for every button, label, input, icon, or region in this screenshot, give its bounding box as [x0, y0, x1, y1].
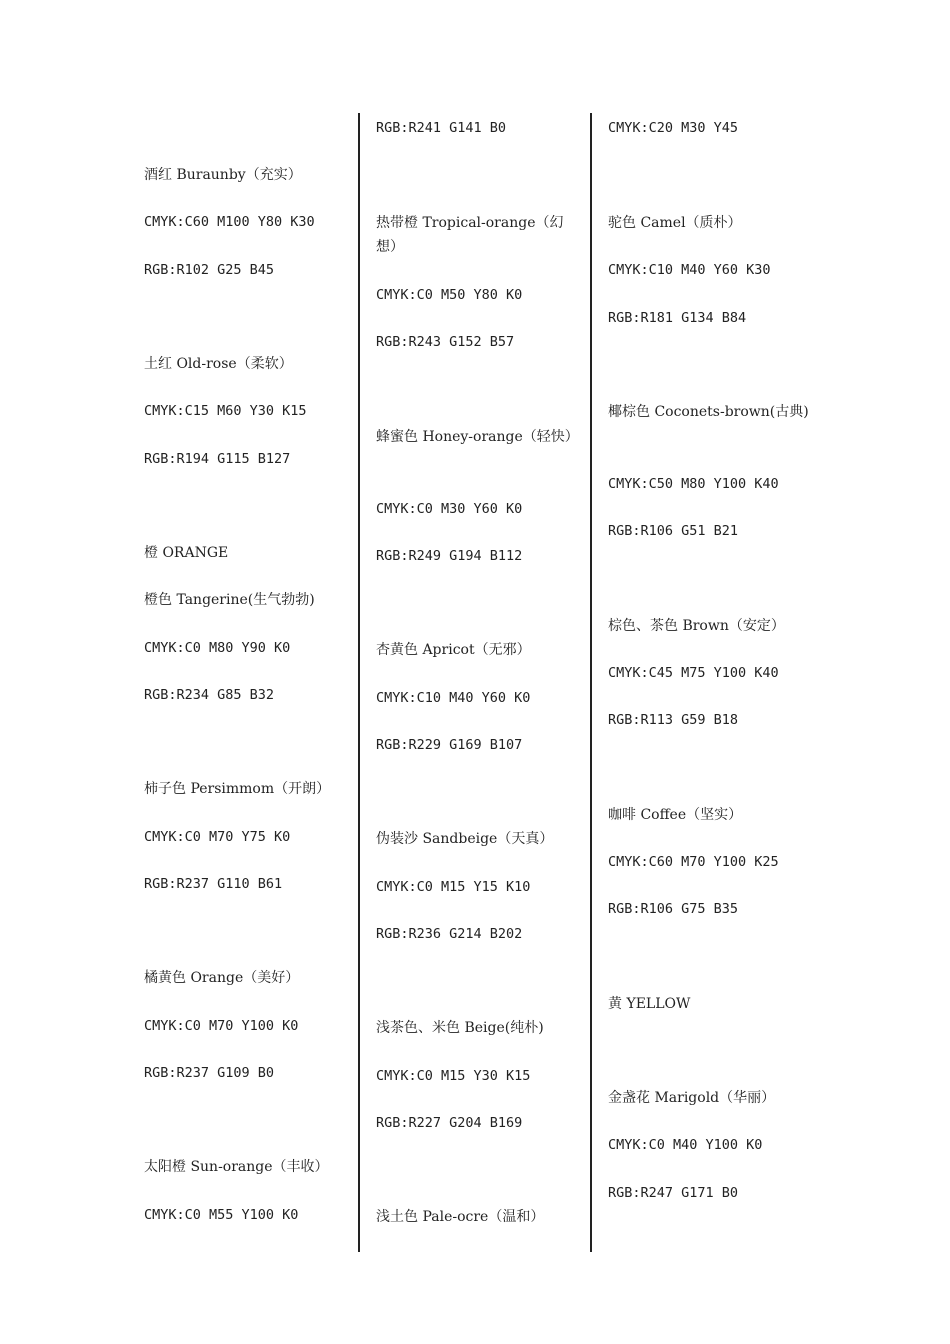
- color-name: 橘黄色 Orange（美好）: [144, 970, 300, 986]
- color-value: RGB:R249 G194 B112: [376, 548, 523, 564]
- color-value: CMYK:C0 M30 Y60 K0: [376, 501, 523, 517]
- color-value: CMYK:C0 M15 Y15 K10: [376, 879, 531, 895]
- color-value: CMYK:C0 M70 Y75 K0: [144, 829, 291, 845]
- color-value: CMYK:C10 M40 Y60 K0: [376, 690, 531, 706]
- color-value: CMYK:C0 M80 Y90 K0: [144, 640, 291, 656]
- color-value: CMYK:C10 M40 Y60 K30: [608, 262, 771, 278]
- color-value: CMYK:C0 M55 Y100 K0: [144, 1207, 299, 1223]
- color-value: RGB:R194 G115 B127: [144, 451, 291, 467]
- column-2: [376, 0, 581, 1344]
- color-value: RGB:R241 G141 B0: [376, 120, 507, 136]
- color-value: RGB:R243 G152 B57: [376, 334, 515, 350]
- color-value: RGB:R106 G75 B35: [608, 901, 739, 917]
- color-name: 金盏花 Marigold（华丽）: [608, 1090, 776, 1106]
- color-value: RGB:R237 G110 B61: [144, 876, 283, 892]
- color-name: 杏黄色 Apricot（无邪）: [376, 642, 531, 658]
- color-name: 蜂蜜色 Honey-orange（轻快）: [376, 429, 579, 445]
- color-value: CMYK:C0 M15 Y30 K15: [376, 1068, 531, 1084]
- color-name: 驼色 Camel（质朴）: [608, 215, 742, 231]
- color-value: RGB:R227 G204 B169: [376, 1115, 523, 1131]
- color-name: 柿子色 Persimmom（开朗）: [144, 781, 331, 797]
- color-name: 土红 Old-rose（柔软）: [144, 356, 293, 372]
- color-value: RGB:R229 G169 B107: [376, 737, 523, 753]
- column-divider-1: [358, 113, 360, 1252]
- color-name: 太阳橙 Sun-orange（丰收）: [144, 1159, 329, 1175]
- color-value: RGB:R237 G109 B0: [144, 1065, 275, 1081]
- color-value: CMYK:C45 M75 Y100 K40: [608, 665, 779, 681]
- color-name: 椰棕色 Coconets-brown(古典): [608, 404, 809, 420]
- color-name: 酒红 Buraunby（充实）: [144, 167, 302, 183]
- color-value: CMYK:C0 M50 Y80 K0: [376, 287, 523, 303]
- color-name: 黄 YELLOW: [608, 996, 691, 1012]
- color-value: RGB:R247 G171 B0: [608, 1185, 739, 1201]
- color-value: CMYK:C50 M80 Y100 K40: [608, 476, 779, 492]
- color-value: RGB:R106 G51 B21: [608, 523, 739, 539]
- color-name: 咖啡 Coffee（坚实）: [608, 807, 743, 823]
- color-name: 棕色、茶色 Brown（安定）: [608, 618, 785, 634]
- column-divider-2: [590, 113, 592, 1252]
- color-value: RGB:R234 G85 B32: [144, 687, 275, 703]
- color-name: 热带橙 Tropical-orange（幻想）: [376, 215, 564, 255]
- color-name: 橙色 Tangerine(生气勃勃): [144, 592, 315, 608]
- color-value: CMYK:C20 M30 Y45: [608, 120, 739, 136]
- color-value: RGB:R113 G59 B18: [608, 712, 739, 728]
- color-value: CMYK:C15 M60 Y30 K15: [144, 403, 307, 419]
- color-value: CMYK:C60 M70 Y100 K25: [608, 854, 779, 870]
- color-value: CMYK:C0 M40 Y100 K0: [608, 1137, 763, 1153]
- color-name: 浅土色 Pale-ocre（温和）: [376, 1209, 545, 1225]
- color-name: 伪装沙 Sandbeige（天真）: [376, 831, 554, 847]
- column-1: [144, 0, 350, 1344]
- color-value: RGB:R181 G134 B84: [608, 310, 747, 326]
- color-value: CMYK:C0 M70 Y100 K0: [144, 1018, 299, 1034]
- column-3: [608, 0, 818, 1344]
- color-value: RGB:R236 G214 B202: [376, 926, 523, 942]
- color-name: 橙 ORANGE: [144, 545, 229, 561]
- color-value: RGB:R102 G25 B45: [144, 262, 275, 278]
- color-value: CMYK:C60 M100 Y80 K30: [144, 214, 315, 230]
- color-name: 浅茶色、米色 Beige(纯朴): [376, 1020, 544, 1036]
